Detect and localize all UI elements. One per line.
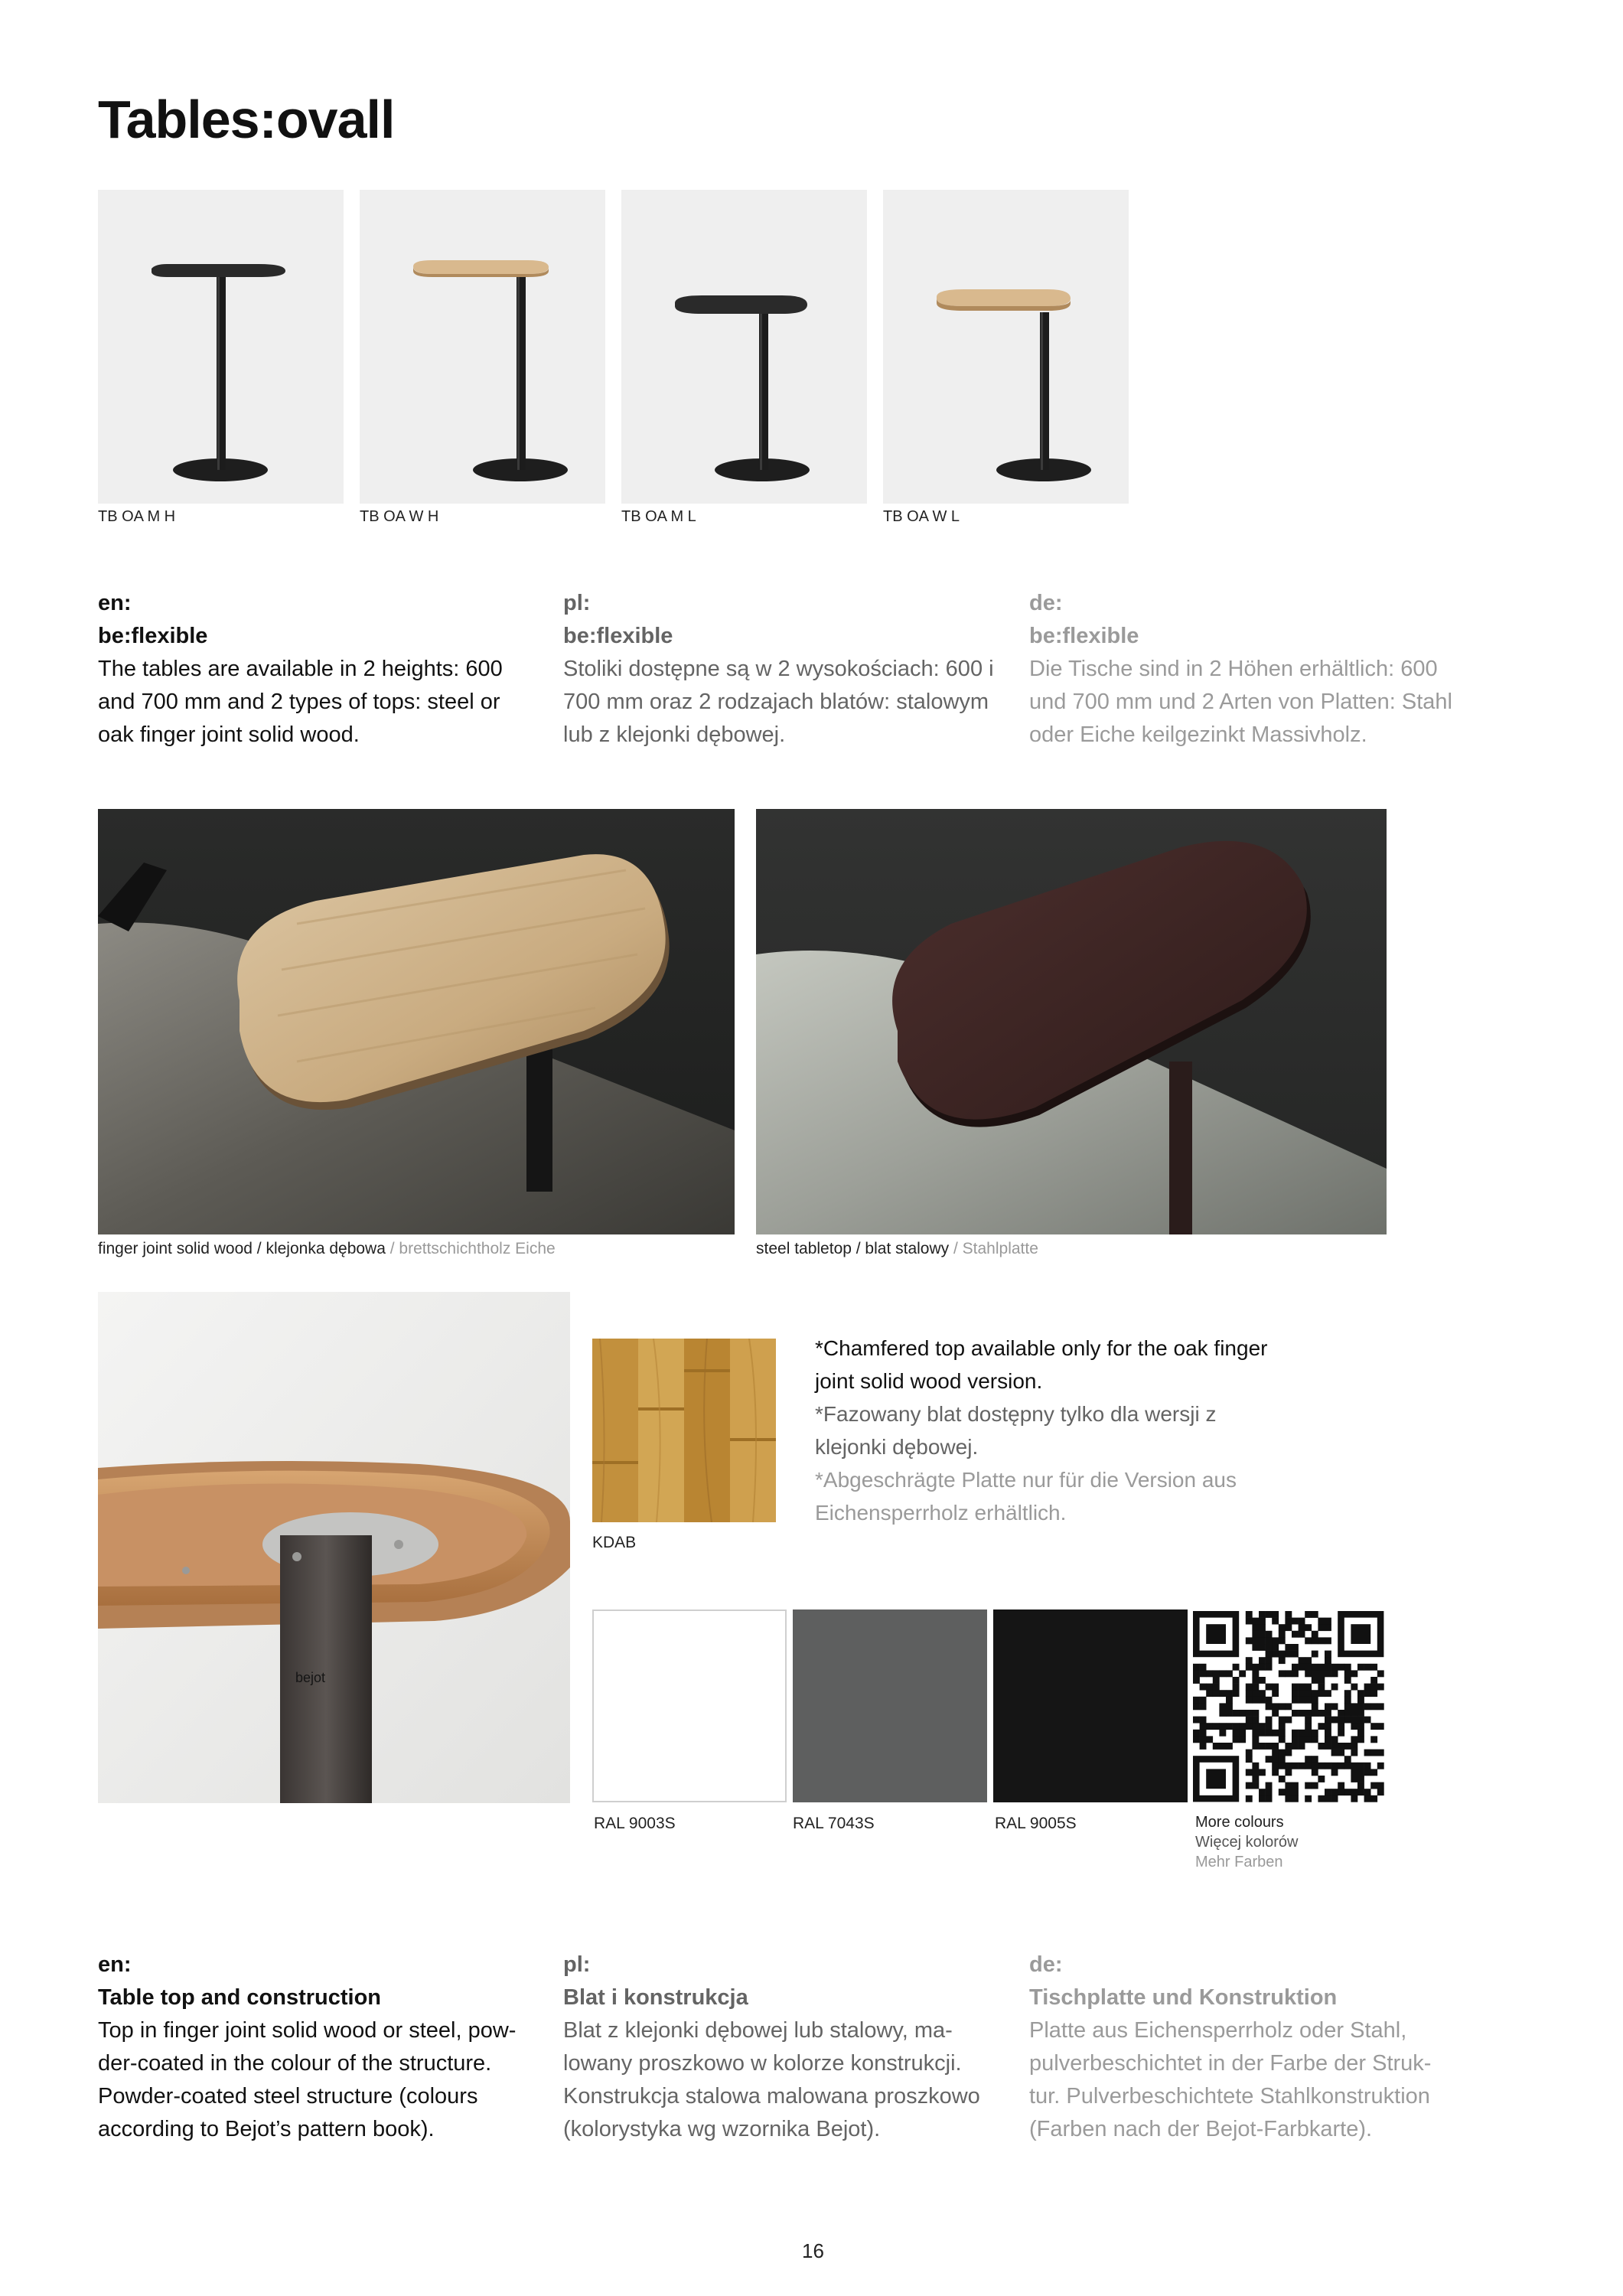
wood-swatch-label: KDAB	[592, 1534, 637, 1551]
lang-label: de:	[1029, 1952, 1063, 1977]
construction-pl	[563, 1949, 1003, 2146]
note-en: *Chamfered top available only for the oak finger joint solid wood version.	[815, 1336, 1268, 1393]
section-text: Die Tische sind in 2 Höhen erhältlich: 600 und 700 mm und 2 Arten von Platten: Stahl oder Eiche keilgezinkt Massivholz.	[1029, 657, 1452, 747]
colour-swatch-ral-7043s	[793, 1609, 987, 1802]
photo-steel-tabletop	[756, 809, 1387, 1234]
more-colours-en: More colours	[1195, 1814, 1284, 1831]
section-heading: be:flexible	[1029, 624, 1139, 648]
section-heading: Table top and construction	[98, 1985, 382, 2010]
section-text: Top in finger joint solid wood or steel, pow-der-coated in the colour of the structure. Powder-coated steel structure (colours according to Bejot’s pattern book).	[98, 2018, 517, 2141]
caption-steel-de: / Stahlplatte	[949, 1240, 1038, 1257]
table-illustration-steel-high	[98, 190, 344, 504]
section-heading: be:flexible	[563, 624, 673, 648]
product-code-2: TB OA W H	[360, 508, 439, 525]
caption-wood-de: / brettschichtholz Eiche	[385, 1240, 556, 1257]
section-text: Blat z klejonki dębowej lub stalowy, ma-lowany proszkowo w kolorze konstrukcji. Konstrukcja stalowa malowana proszkowo (kolorystyka wg wzornika Bejot).	[563, 2018, 980, 2141]
table-illustration-oak-low	[883, 190, 1129, 504]
lang-label: de:	[1029, 591, 1063, 615]
note-pl: *Fazowany blat dostępny tylko dla wersji z klejonki dębowej.	[815, 1402, 1217, 1459]
construction-de	[1029, 1949, 1458, 2146]
more-colours-de: Mehr Farben	[1195, 1854, 1283, 1870]
product-photo-oak-high	[360, 190, 605, 504]
photo-wood-tabletop	[98, 809, 735, 1234]
colour-label-ral-9003s: RAL 9003S	[594, 1815, 676, 1832]
photo-chamfered-top-detail	[98, 1292, 570, 1803]
section-heading: Tischplatte und Konstruktion	[1029, 1985, 1338, 2010]
lang-label: en:	[98, 591, 132, 615]
table-illustration-oak-high	[360, 190, 605, 504]
section-text: Platte aus Eichensperrholz oder Stahl, pulverbeschichtet in der Farbe der Struk-tur. Pulverbeschichtete Stahlkonstruktion (Farben nach der Bejot-Farbkarte).	[1029, 2018, 1432, 2141]
colour-swatch-ral-9005s	[993, 1609, 1188, 1802]
lang-label: pl:	[563, 1952, 591, 1977]
brand-mark: bejot	[295, 1670, 326, 1685]
lang-label: en:	[98, 1952, 132, 1977]
product-code-3: TB OA M L	[621, 508, 696, 525]
caption-steel	[756, 1240, 1038, 1258]
product-photo-steel-low	[621, 190, 867, 504]
page-number: 16	[802, 2239, 824, 2262]
intro-en	[98, 587, 526, 752]
section-heading: be:flexible	[98, 624, 208, 648]
product-photo-steel-high	[98, 190, 344, 504]
product-code-4: TB OA W L	[883, 508, 960, 525]
caption-steel-main: steel tabletop / blat stalowy	[756, 1240, 950, 1257]
chamfer-note	[815, 1332, 1274, 1529]
more-colours-pl: Więcej kolorów	[1195, 1834, 1299, 1851]
product-code-1: TB OA M H	[98, 508, 176, 525]
more-colours-label	[1195, 1812, 1298, 1872]
section-text: The tables are available in 2 heights: 600 and 700 mm and 2 types of tops: steel or oak finger joint solid wood.	[98, 657, 503, 747]
colour-label-ral-9005s: RAL 9005S	[995, 1815, 1077, 1832]
note-de: *Abgeschrägte Platte nur für die Version aus Eichensperrholz erhältlich.	[815, 1468, 1237, 1525]
colour-label-ral-7043s: RAL 7043S	[793, 1815, 875, 1832]
caption-wood	[98, 1240, 556, 1258]
lang-label: pl:	[563, 591, 591, 615]
colour-swatch-ral-9003s	[592, 1609, 787, 1802]
table-illustration-steel-low	[621, 190, 867, 504]
product-photo-oak-low	[883, 190, 1129, 504]
intro-de	[1029, 587, 1458, 752]
wood-swatch-kdab	[592, 1339, 776, 1522]
intro-pl	[563, 587, 1003, 752]
caption-wood-main: finger joint solid wood / klejonka dębowa	[98, 1240, 386, 1257]
more-colours-qr-code[interactable]	[1189, 1609, 1388, 1802]
page-title: Tables:ovall	[98, 90, 395, 149]
section-text: Stoliki dostępne są w 2 wysokościach: 600 i 700 mm oraz 2 rodzajach blatów: stalowym lub z klejonki dębowej.	[563, 657, 994, 747]
construction-en	[98, 1949, 526, 2146]
section-heading: Blat i konstrukcja	[563, 1985, 748, 2010]
